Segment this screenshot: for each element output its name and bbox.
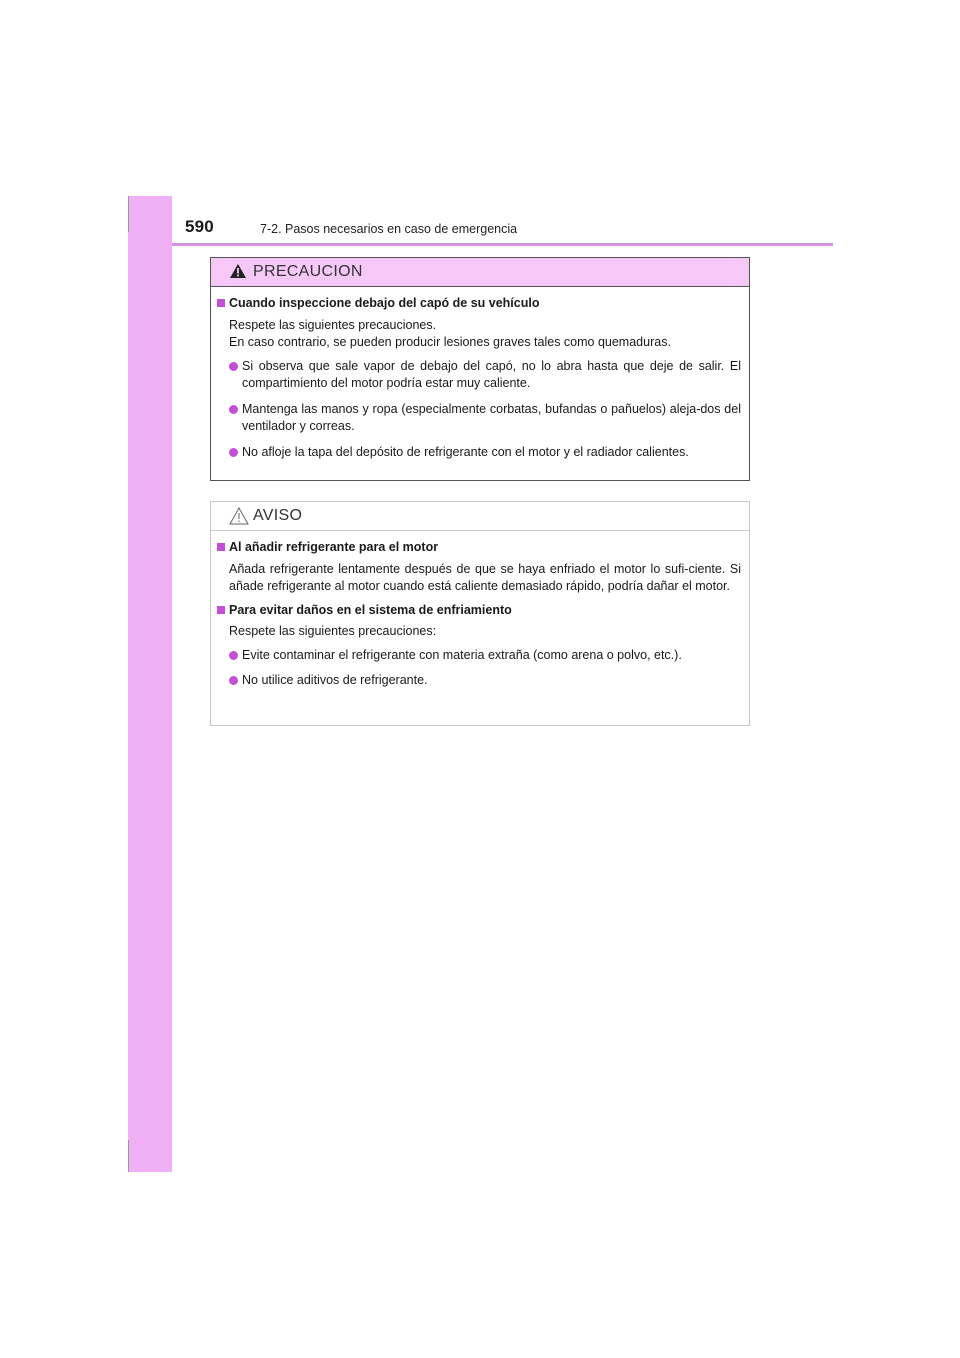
square-bullet-icon [217,606,225,614]
round-bullet-icon [229,405,238,414]
warning-filled-icon [229,263,247,284]
square-bullet-icon [217,299,225,307]
notice-intro-2: Respete las siguientes precauciones: [229,624,437,638]
caution-intro-line2: En caso contrario, se pueden producir lesiones graves tales como quemaduras. [229,335,671,349]
notice-bullet: Evite contaminar el refrigerante con materia extraña (como arena o polvo, etc.). [217,647,741,665]
round-bullet-icon [229,676,238,685]
notice-text-1: Añada refrigerante lentamente después de que se haya enfriado el motor lo sufi-ciente. Si añade refrigerante al motor cuando está caliente demasiado rápido, podría dañar el motor. [229,561,741,593]
caution-bullet: Si observa que sale vapor de debajo del capó, no lo abra hasta que deje de salir. El compartimiento del motor podría estar muy caliente. [217,358,741,393]
caution-heading: Cuando inspeccione debajo del capó de su vehículo [217,295,741,313]
caution-box [210,257,750,481]
notice-body [211,531,749,690]
header-rule [172,243,833,246]
notice-title: AVISO [253,507,303,524]
round-bullet-icon [229,448,238,457]
notice-header [211,502,749,531]
square-bullet-icon [217,543,225,551]
caution-header [211,258,749,287]
warning-outline-icon [229,507,249,530]
notice-bullet: No utilice aditivos de refrigerante. [217,672,741,690]
caution-intro-line1: Respete las siguientes precauciones. [229,317,437,332]
caution-bullet: No afloje la tapa del depósito de refrigerante con el motor y el radiador calientes. [217,444,741,462]
notice-box [210,501,750,726]
round-bullet-icon [229,651,238,660]
round-bullet-icon [229,362,238,371]
chapter-sidebar-tab [128,196,172,1172]
notice-heading-1: Al añadir refrigerante para el motor [217,539,741,557]
page-number: 590 [185,217,214,236]
crop-mark [128,1140,129,1172]
section-title: 7-2. Pasos necesarios en caso de emergencia [260,222,518,236]
caution-title: PRECAUCION [253,263,363,280]
caution-body [211,287,749,461]
notice-heading-2: Para evitar daños en el sistema de enfriamiento [217,602,741,620]
crop-mark [128,196,129,232]
caution-bullet: Mantenga las manos y ropa (especialmente corbatas, bufandas o pañuelos) aleja-dos del ventilador y correas. [217,401,741,436]
